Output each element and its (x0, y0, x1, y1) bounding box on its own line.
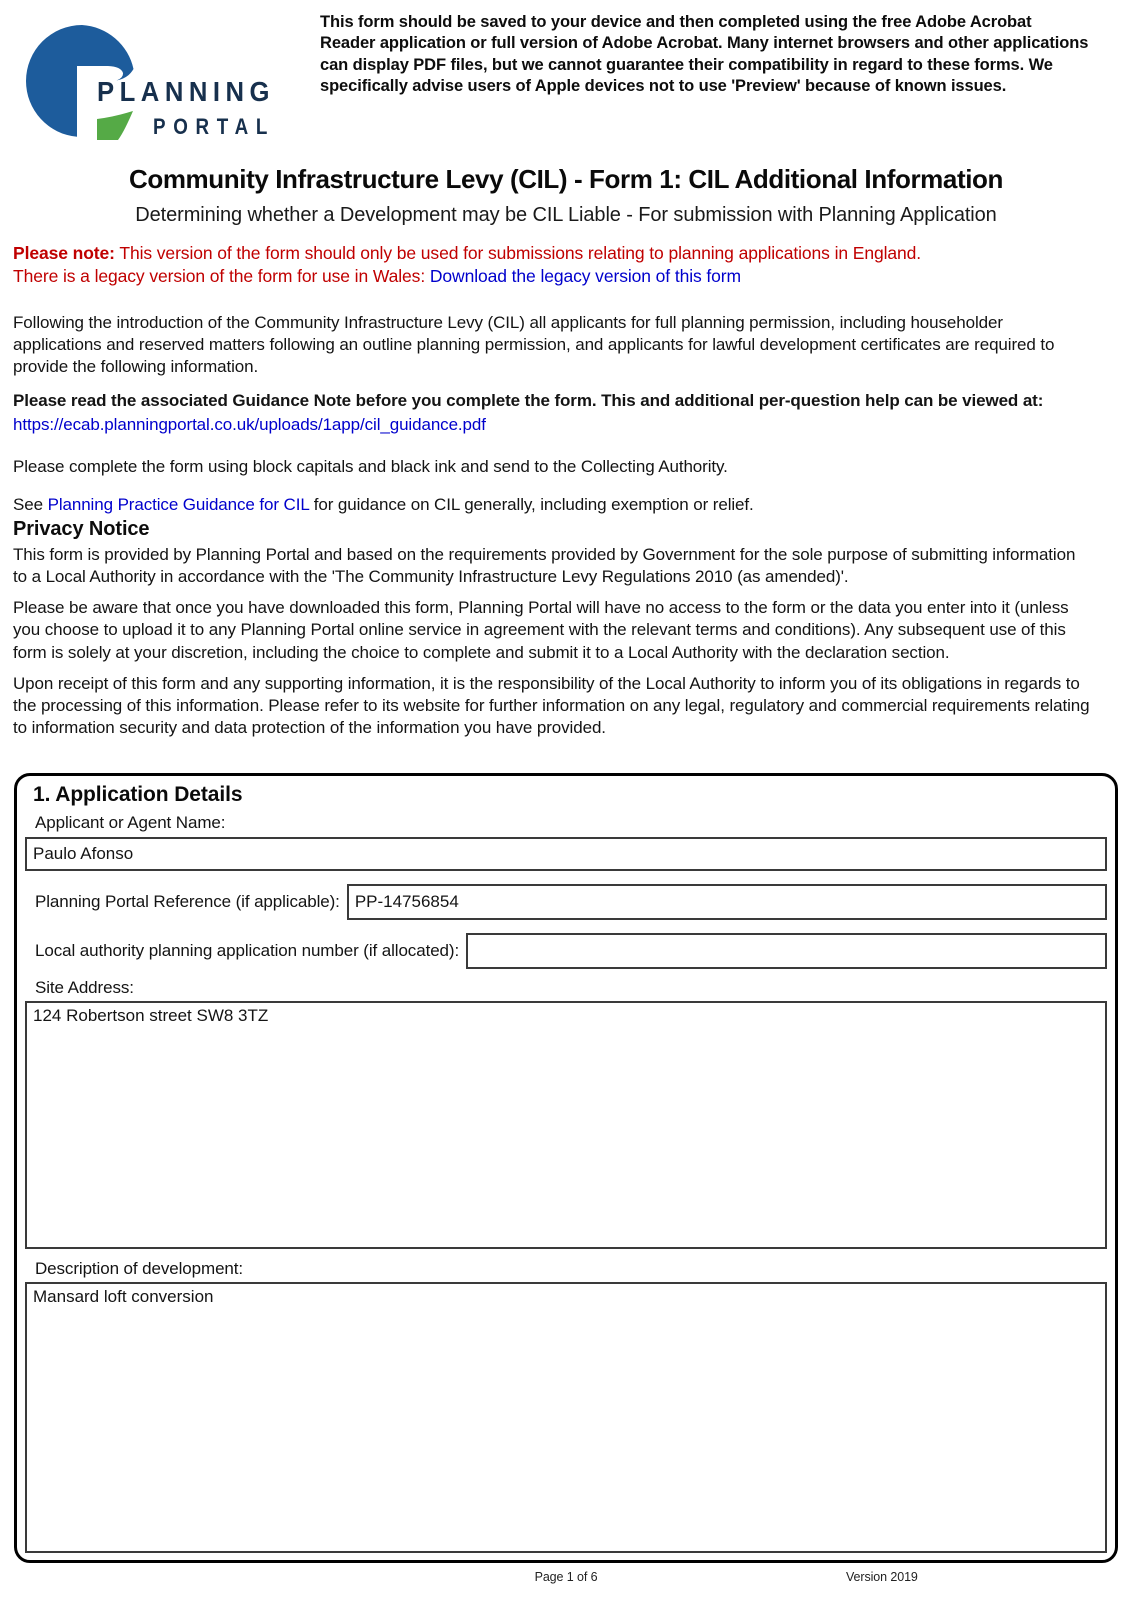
block-capitals-instruction: Please complete the form using block capitals and black ink and send to the Collecting Authority. (13, 456, 728, 476)
page-header (0, 0, 1132, 148)
site-address-label: Site Address: (35, 978, 134, 997)
privacy-paragraph-3: Upon receipt of this form and any supporting information, it is the responsibility of the Local Authority to inform you of its obligations in regards to the processing of this information. Please refer to its website for further information on any legal, regulatory and commercial requirements relating to information security and data protection of the information you have provided. (13, 673, 1090, 737)
privacy-paragraph-1: This form is provided by Planning Portal and based on the requirements provided by Government for the sole purpose of submitting information to a Local Authority in accordance with the 'The Community Infrastructure Levy Regulations 2010 (as amended)'. (13, 545, 1076, 587)
page-footer (0, 1570, 1132, 1592)
site-address-textarea[interactable] (25, 1001, 1107, 1249)
local-authority-number-row (25, 933, 1107, 969)
logo-wordmark-portal: PORTAL (153, 114, 275, 139)
see-suffix: for guidance on CIL generally, including exemption or relief. (313, 495, 754, 515)
please-note-label: Please note: (13, 243, 115, 263)
logo-wordmark-planning: PLANNING (97, 76, 275, 107)
applicant-name-input[interactable] (25, 837, 1107, 871)
see-guidance-line (13, 494, 1090, 516)
applicant-name-label: Applicant or Agent Name: (35, 813, 226, 832)
cil-intro-paragraph: Following the introduction of the Community Infrastructure Levy (CIL) all applicants for full planning permission, including householder applications and reserved matters following an outline planning permission, and applicants for lawful development certificates are required to provide the following information. (13, 312, 1055, 376)
form-title: Community Infrastructure Levy (CIL) - Form 1: CIL Additional Information (128, 164, 1003, 194)
local-authority-number-label: Local authority planning application number (if allocated): (35, 941, 460, 960)
privacy-notice-heading: Privacy Notice (13, 518, 150, 541)
intro-content (13, 312, 1090, 739)
development-description-textarea[interactable] (25, 1282, 1107, 1553)
see-prefix: See (13, 495, 43, 515)
form-subtitle: Determining whether a Development may be CIL Liable - For submission with Planning Application (135, 204, 997, 226)
application-details-section (14, 773, 1118, 1563)
planning-portal-reference-row (25, 884, 1107, 920)
planning-portal-reference-input[interactable] (347, 884, 1107, 920)
planning-portal-reference-label: Planning Portal Reference (if applicable): (35, 892, 340, 911)
legacy-form-link[interactable]: Download the legacy version of this form (429, 265, 742, 286)
guidance-note-text: Please read the associated Guidance Note before you complete the form. This and additional per-question help can be viewed at: (13, 390, 1044, 410)
england-version-note (13, 242, 1090, 288)
guidance-pdf-link[interactable]: https://ecab.planningportal.co.uk/uploads/1app/cil_guidance.pdf (13, 414, 486, 434)
wales-note-text: There is a legacy version of the form for use in Wales: (13, 265, 426, 286)
local-authority-number-input[interactable] (466, 933, 1107, 969)
development-description-label: Description of development: (35, 1259, 244, 1278)
form-version: Version 2019 (846, 1570, 918, 1584)
england-note-text: This version of the form should only be used for submissions relating to planning applications in England. (119, 243, 922, 263)
practice-guidance-link[interactable]: Planning Practice Guidance for CIL (47, 495, 310, 515)
page-number: Page 1 of 6 (534, 1570, 598, 1584)
section-1-heading: 1. Application Details (33, 783, 243, 806)
planning-portal-logo (10, 8, 302, 148)
adobe-reader-notice: This form should be saved to your device and then completed using the free Adobe Acrobat Reader application or full version of Adobe Acrobat. Many internet browsers and other applications can display PDF files, but we cannot guarantee their compatibility in regard to these forms. We specifically advise users of Apple devices not to use 'Preview' because of known issues. (320, 13, 1089, 96)
privacy-paragraph-2: Please be aware that once you have downloaded this form, Planning Portal will have no access to the form or the data you enter into it (unless you choose to upload it to any Planning Portal online service in agreement with the relevant terms and conditions). Any subsequent use of this form is solely at your discretion, including the choice to complete and submit it to a Local Authority with the declaration section. (13, 598, 1069, 662)
planning-portal-logo-icon (10, 8, 302, 148)
